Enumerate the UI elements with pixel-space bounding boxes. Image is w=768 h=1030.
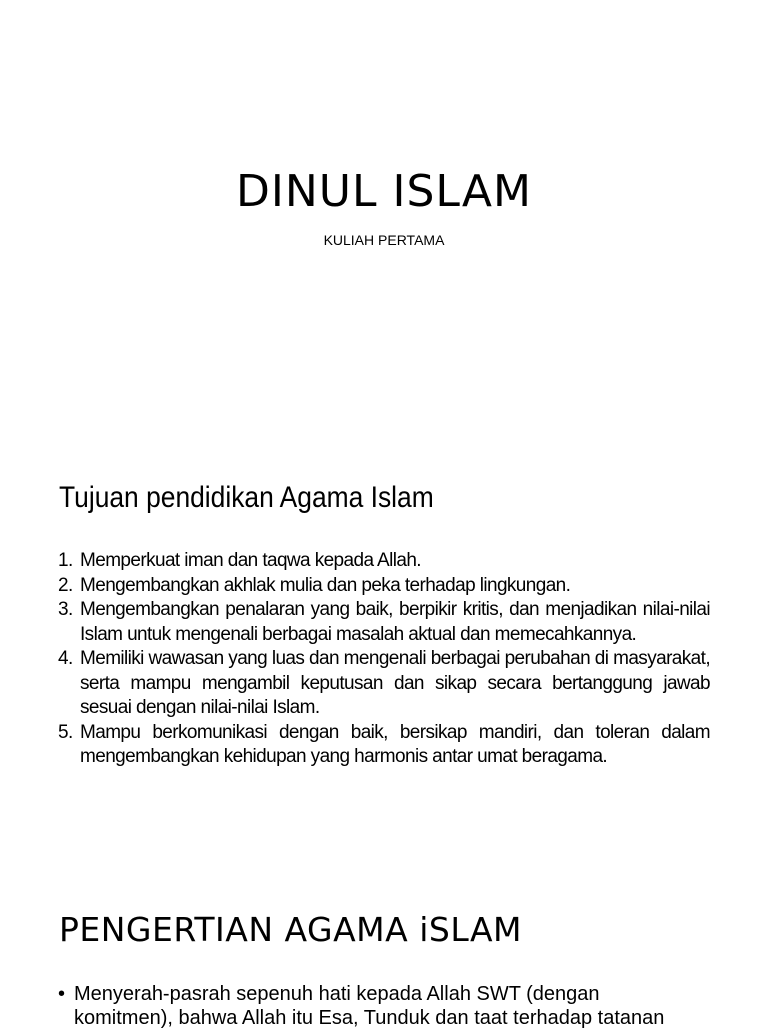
presentation-title: DINUL ISLAM [236,166,532,217]
list-item [58,574,710,599]
definition-list [58,982,698,1030]
list-item-number: 4. [58,648,73,669]
list-item-text: Mengembangkan akhlak mulia dan peka terhadap lingkungan. [80,574,571,596]
list-item [58,721,710,770]
goals-list [58,549,710,770]
list-item-text: Menyerah-pasrah sepenuh hati kepada Allah SWT (dengan komitmen), bahwa Allah itu Esa, Tunduk dan taat terhadap tatanan [74,983,665,1029]
bullet-icon: • [58,983,66,1005]
list-item-text: Mengembangkan penalaran yang baik, berpikir kritis, dan menjadikan nilai-nilai Islam untuk mengenali berbagai masalah aktual dan memecahkannya. [80,599,710,645]
list-item [58,647,710,721]
list-item-number: 1. [58,550,73,571]
presentation-subtitle: KULIAH PERTAMA [323,232,445,248]
title-slide [0,0,768,440]
list-item-number: 5. [58,721,73,743]
list-item-number: 3. [58,599,73,620]
definition-slide [0,860,768,1029]
definition-heading: PENGERTIAN AGAMA iSLAM [59,910,523,949]
list-item [58,982,698,1030]
goals-heading: Tujuan pendidikan Agama Islam [59,481,434,514]
goals-slide [0,440,768,860]
list-item-text: Mampu berkomunikasi dengan baik, bersikap mandiri, dan toleran dalam mengembangkan kehidupan yang harmonis antar umat beragama. [80,721,710,767]
list-item-text: Memiliki wawasan yang luas dan mengenali berbagai perubahan di masyarakat, serta mampu mengambil keputusan dan sikap secara bertanggung jawab sesuai dengan nilai-nilai Islam. [80,648,710,718]
list-item [58,549,710,574]
list-item-number: 2. [58,574,73,596]
list-item [58,598,710,647]
list-item-text: Memperkuat iman dan taqwa kepada Allah. [80,550,421,571]
